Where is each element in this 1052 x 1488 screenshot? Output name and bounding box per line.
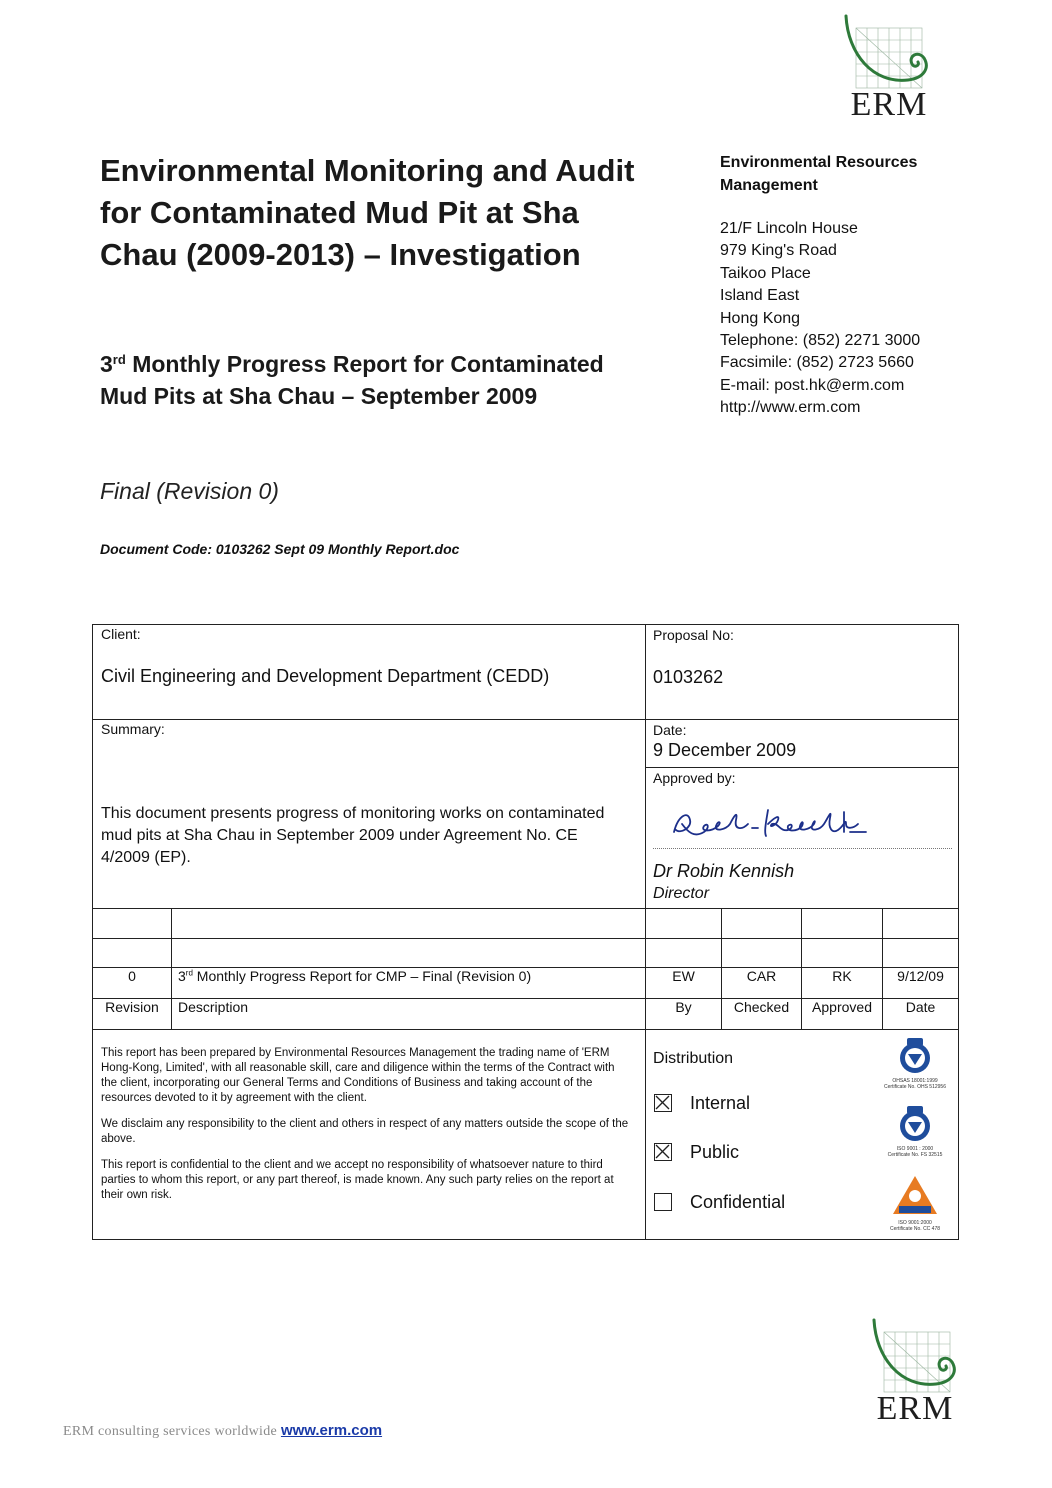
revision-header-row bbox=[93, 999, 959, 1030]
footer-tagline: ERM consulting services worldwide bbox=[63, 1424, 278, 1439]
revision-row bbox=[93, 968, 959, 999]
subtitle-ordinal-number: 3 bbox=[100, 351, 113, 377]
badge-caption: Certificate No. FS 32515 bbox=[887, 1152, 943, 1158]
report-title: Environmental Monitoring and Audit for Contaminated Mud Pit at Sha Chau (2009-2013) – Investigation bbox=[100, 153, 635, 272]
address-line: 979 King's Road bbox=[720, 242, 837, 260]
facsimile: Facsimile: (852) 2723 5660 bbox=[720, 354, 914, 372]
header-description: Description bbox=[172, 999, 646, 1030]
disclaimer-paragraph: We disclaim any responsibility to the client and others in respect of any matters outside the scope of the above. bbox=[101, 1118, 629, 1145]
summary-cell bbox=[93, 720, 646, 909]
badge-caption: ISO 9001:2000 bbox=[898, 1220, 932, 1226]
approver-name: Dr Robin Kennish bbox=[653, 861, 795, 881]
subtitle-text: Monthly Progress Report for Contaminated Mud Pits at Sha Chau – September 2009 bbox=[100, 351, 604, 409]
distribution-item-internal[interactable] bbox=[654, 1092, 750, 1114]
desc-text: Monthly Progress Report for CMP – Final (Revision 0) bbox=[192, 968, 532, 984]
approved-by-label: Approved by: bbox=[653, 770, 736, 786]
date-value: 9 December 2009 bbox=[653, 740, 797, 760]
erm-emblem-icon bbox=[866, 1318, 966, 1394]
revision-by: EW bbox=[646, 968, 722, 999]
header-date: Date bbox=[883, 999, 959, 1030]
disclaimer-paragraph: This report has been prepared by Environmental Resources Management the trading name of 'ERM Hong-Kong, Limited', with all reasonable skill, care and diligence within the terms of the Contract with the client, incorporating our General Terms and Conditions of Business and taking account of the resources devoted to it by agreement with the client. bbox=[101, 1047, 615, 1104]
disclaimer-paragraph: This report is confidential to the client and we accept no responsibility of whatsoever nature to third parties to whom this report, or any part thereof, is made known. Any such party relies on the report at their own risk. bbox=[101, 1159, 614, 1201]
proposal-label: Proposal No: bbox=[653, 627, 734, 643]
erm-logo-top bbox=[838, 14, 938, 124]
erm-logo-bottom bbox=[866, 1318, 966, 1428]
document-control-table bbox=[92, 624, 959, 1240]
revision-description bbox=[172, 968, 646, 999]
signature-image bbox=[668, 802, 878, 848]
header-by: By bbox=[646, 999, 722, 1030]
revision-approved: RK bbox=[802, 968, 883, 999]
disclaimer-cell bbox=[93, 1030, 646, 1240]
distribution-item-confidential[interactable] bbox=[654, 1191, 785, 1213]
bsi-certification-icon bbox=[897, 1036, 933, 1076]
date-label: Date: bbox=[653, 722, 687, 738]
client-value: Civil Engineering and Development Department (CEDD) bbox=[101, 666, 550, 686]
distribution-item-label: Confidential bbox=[690, 1191, 786, 1212]
empty-revision-row bbox=[93, 939, 959, 968]
document-code: Document Code: 0103262 Sept 09 Monthly Report.doc bbox=[100, 541, 460, 557]
address-line: 21/F Lincoln House bbox=[720, 220, 858, 237]
company-name: Environmental Resources Management bbox=[720, 154, 918, 194]
website: http://www.erm.com bbox=[720, 399, 861, 417]
company-address bbox=[720, 218, 980, 420]
checkbox-checked-icon[interactable] bbox=[654, 1094, 672, 1112]
summary-label: Summary: bbox=[101, 721, 165, 737]
report-status: Final (Revision 0) bbox=[100, 478, 279, 504]
erm-wordmark: ERM bbox=[876, 1390, 954, 1427]
approval-cell bbox=[646, 768, 959, 909]
empty-revision-row bbox=[93, 909, 959, 939]
header-checked: Checked bbox=[722, 999, 802, 1030]
footer-website-link[interactable]: www.erm.com bbox=[280, 1422, 383, 1439]
date-cell bbox=[646, 720, 959, 768]
header-approved: Approved bbox=[802, 999, 883, 1030]
approver-title: Director bbox=[653, 885, 710, 902]
report-subtitle bbox=[100, 348, 620, 412]
header-revision: Revision bbox=[93, 999, 172, 1030]
checkbox-unchecked-icon[interactable] bbox=[654, 1193, 672, 1211]
distribution-item-label: Internal bbox=[690, 1092, 751, 1113]
distribution-cell bbox=[646, 1030, 959, 1240]
revision-checked: CAR bbox=[722, 968, 802, 999]
certification-badge bbox=[880, 1174, 950, 1232]
revision-number: 0 bbox=[93, 968, 172, 999]
erm-wordmark: ERM bbox=[850, 86, 928, 123]
address-line: Island East bbox=[720, 287, 800, 305]
telephone: Telephone: (852) 2271 3000 bbox=[720, 332, 921, 350]
client-label: Client: bbox=[101, 626, 141, 642]
summary-text: This document presents progress of monitoring works on contaminated mud pits at Sha Chau in September 2009 under Agreement No. CE 4/2009 (EP). bbox=[101, 805, 605, 866]
address-line: Hong Kong bbox=[720, 309, 801, 327]
distribution-label: Distribution bbox=[653, 1050, 734, 1067]
client-cell bbox=[93, 625, 646, 720]
proposal-cell bbox=[646, 625, 959, 720]
signature-line bbox=[653, 848, 952, 849]
distribution-item-label: Public bbox=[690, 1141, 740, 1162]
desc-ordinal-number: 3 bbox=[178, 968, 186, 984]
badge-caption: Certificate No. OHS 512956 bbox=[884, 1084, 946, 1090]
badge-caption: ISO 9001 : 2000 bbox=[896, 1146, 934, 1152]
badge-caption: Certificate No. CC 478 bbox=[890, 1226, 941, 1232]
desc-ordinal-suffix: rd bbox=[185, 968, 193, 978]
checkbox-checked-icon[interactable] bbox=[654, 1143, 672, 1161]
certification-badge bbox=[880, 1104, 950, 1158]
subtitle-ordinal-suffix: rd bbox=[112, 352, 126, 367]
badge-caption: OHSAS 18001:1999 bbox=[892, 1078, 938, 1084]
bsi-certification-icon bbox=[897, 1104, 933, 1144]
hkqaa-certification-icon bbox=[891, 1174, 939, 1218]
proposal-value: 0103262 bbox=[653, 667, 724, 687]
footer bbox=[63, 1422, 382, 1440]
address-line: Taikoo Place bbox=[720, 264, 811, 282]
certification-badge bbox=[880, 1036, 950, 1090]
revision-date: 9/12/09 bbox=[883, 968, 959, 999]
erm-emblem-icon bbox=[838, 14, 938, 90]
distribution-item-public[interactable] bbox=[654, 1141, 739, 1163]
email: E-mail: post.hk@erm.com bbox=[720, 376, 905, 394]
